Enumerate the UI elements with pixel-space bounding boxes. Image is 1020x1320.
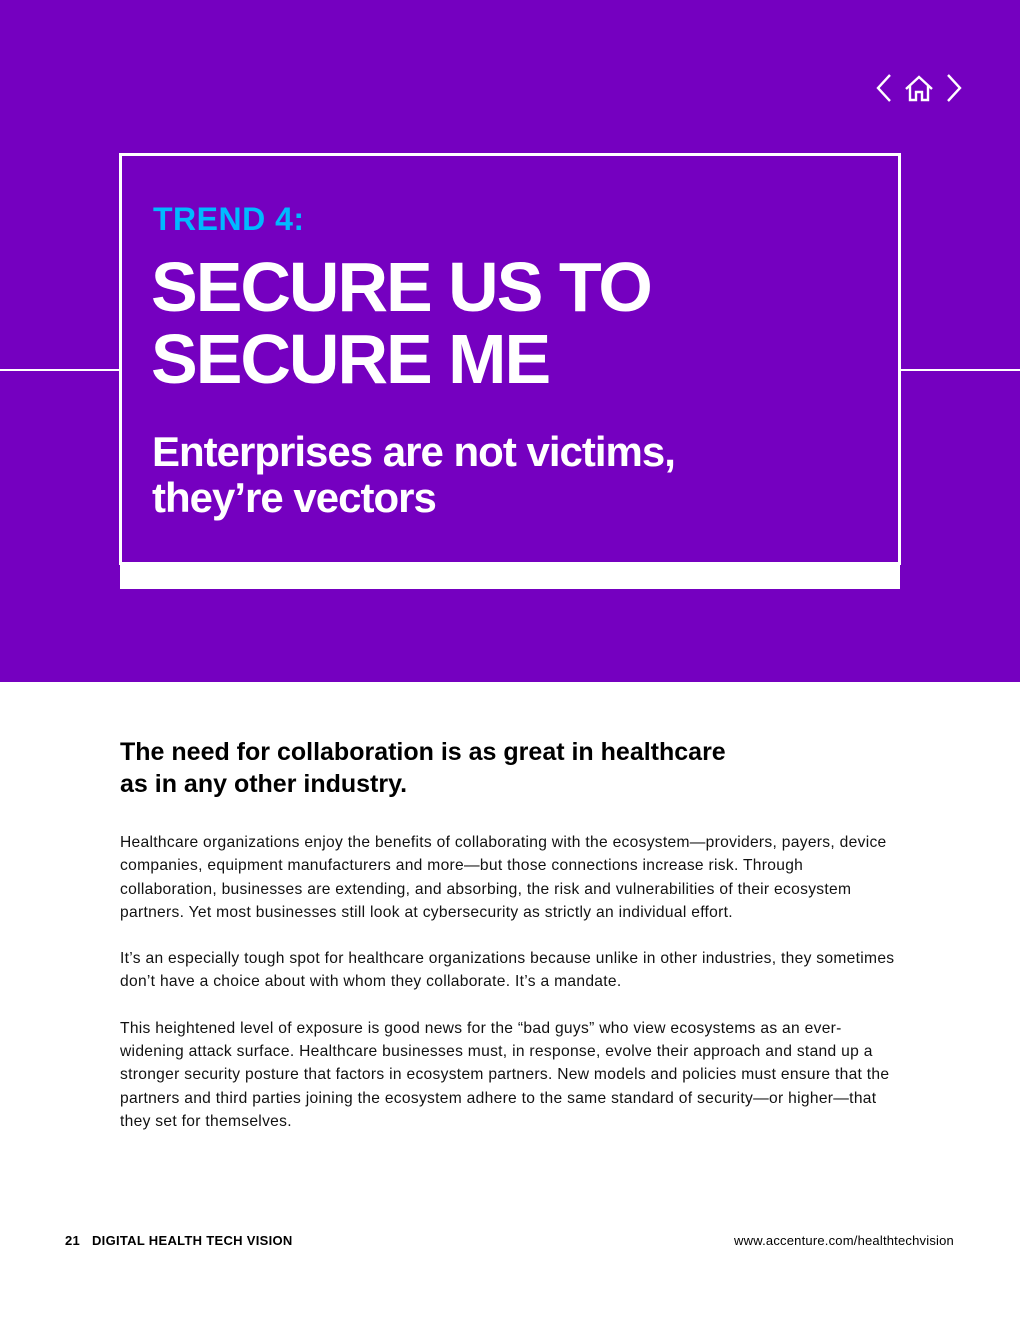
lead-line-2: as in any other industry.: [120, 770, 408, 798]
home-icon: [902, 70, 936, 106]
trend-label: TREND 4:: [153, 201, 305, 237]
title-line-1: SECURE US TO: [151, 248, 651, 326]
lead-heading: [120, 736, 880, 800]
body-paragraph: This heightened level of exposure is good news for the “bad guys” who view ecosystems as an ever-widening attack surface. Healthcare businesses must, in response, evolve their approach and stand up a stronger security posture that factors in ecosystem partners. New models and policies must ensure that the partners and third parties joining the ecosystem adhere to the same standard of security—or higher—that they set for themselves.: [120, 1019, 890, 1130]
title-line-2: SECURE ME: [151, 320, 550, 398]
page-subtitle: [152, 429, 675, 521]
footer-left: [65, 1233, 293, 1248]
decorative-line-right: [900, 369, 1020, 371]
previous-page-button[interactable]: [870, 70, 898, 106]
title-box: [119, 153, 901, 565]
subtitle-line-2: they’re vectors: [152, 474, 436, 521]
chevron-left-icon: [870, 70, 898, 106]
lead-line-1: The need for collaboration is as great in healthcare: [120, 738, 726, 766]
home-button[interactable]: [902, 70, 936, 106]
subtitle-line-1: Enterprises are not victims,: [152, 428, 675, 475]
page-title: [151, 248, 651, 398]
body-text: [120, 831, 900, 1156]
title-box-offset: [120, 563, 900, 589]
body-paragraph: It’s an especially tough spot for healthcare organizations because unlike in other industries, they sometimes don’t have a choice about with whom they collaborate. It’s a mandate.: [120, 950, 895, 991]
page-number: 21: [65, 1233, 81, 1248]
chevron-right-icon: [940, 70, 968, 106]
footer-url-link[interactable]: www.accenture.com/healthtechvision: [734, 1233, 954, 1248]
publication-title: DIGITAL HEALTH TECH VISION: [91, 1233, 293, 1248]
next-page-button[interactable]: [940, 70, 968, 106]
decorative-line-left: [0, 369, 120, 371]
body-paragraph: Healthcare organizations enjoy the benefits of collaborating with the ecosystem—providers, payers, device companies, equipment manufacturers and more—but those connections increase risk. Through collaboration, businesses are extending, and absorbing, the risk and vulnerabilities of their ecosystem partners. Yet most businesses still look at cybersecurity as strictly an individual effort.: [120, 834, 887, 921]
